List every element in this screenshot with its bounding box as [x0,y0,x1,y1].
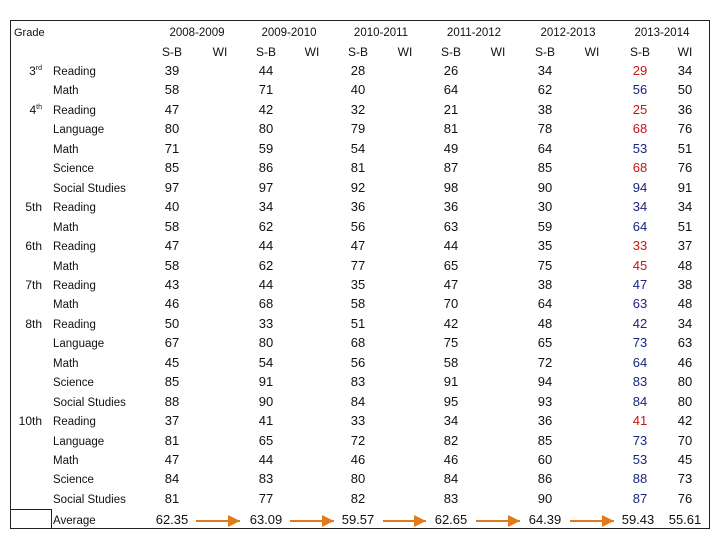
subject-label: Science [53,163,94,176]
score-cell: 81 [164,432,180,448]
score-cell: 40 [350,82,366,98]
score-cell: 84 [350,393,366,409]
score-cell: 64 [537,140,553,156]
average-value: 63.09 [249,512,283,527]
score-cell: 81 [164,490,180,506]
grade-label: 3rd [29,64,42,78]
score-cell: 47 [164,238,180,254]
wi-score-cell: 51 [677,140,693,156]
score-cell: 34 [632,199,648,215]
score-cell: 90 [537,490,553,506]
score-cell: 33 [632,238,648,254]
year-header-2009-2010: 2009-2010 [261,27,317,39]
score-cell: 75 [443,335,459,351]
score-cell: 68 [632,121,648,137]
score-cell: 77 [258,490,274,506]
wi-score-cell: 42 [677,413,693,429]
average-wi-value: 55.61 [668,512,702,527]
score-cell: 72 [350,432,366,448]
score-cell: 64 [632,354,648,370]
score-cell: 91 [258,374,274,390]
subject-label: Math [53,85,79,98]
wi-score-cell: 38 [677,276,693,292]
score-cell: 25 [632,101,648,117]
year-header-2012-2013: 2012-2013 [540,27,596,39]
score-cell: 56 [632,82,648,98]
score-cell: 58 [350,296,366,312]
score-cell: 97 [164,179,180,195]
score-cell: 85 [164,160,180,176]
year-header-2010-2011: 2010-2011 [353,27,409,39]
score-cell: 64 [632,218,648,234]
subject-label: Social Studies [53,396,126,409]
grade-label: 6th [25,239,42,254]
wi-score-cell: 51 [677,218,693,234]
score-cell: 92 [350,179,366,195]
score-cell: 47 [443,276,459,292]
wi-header: WI [677,45,693,59]
score-cell: 62 [258,257,274,273]
wi-score-cell: 70 [677,432,693,448]
score-cell: 44 [258,238,274,254]
score-cell: 33 [350,413,366,429]
score-cell: 85 [537,160,553,176]
score-cell: 72 [537,354,553,370]
score-cell: 28 [350,63,366,78]
subject-label: Math [53,299,79,312]
subject-label: Language [53,338,105,351]
score-cell: 83 [350,374,366,390]
score-cell: 82 [350,490,366,506]
wi-score-cell: 34 [677,63,693,78]
score-cell: 58 [164,82,180,98]
score-cell: 87 [443,160,459,176]
wi-score-cell: 50 [677,82,693,98]
score-cell: 98 [443,179,459,195]
score-cell: 78 [537,121,553,137]
sb-header: S-B [440,45,461,59]
sb-header: S-B [534,45,555,59]
score-cell: 73 [632,335,648,351]
score-cell: 80 [164,121,180,137]
score-cell: 81 [350,160,366,176]
wi-score-cell: 73 [677,471,693,487]
score-cell: 21 [443,101,459,117]
score-cell: 65 [258,432,274,448]
score-cell: 33 [258,315,274,331]
grade-label: 7th [25,277,42,292]
wi-score-cell: 48 [677,296,693,312]
score-cell: 86 [258,160,274,176]
wi-score-cell: 45 [677,452,693,467]
grade-label: 8th [25,316,42,331]
score-cell: 80 [350,471,366,487]
score-cell: 83 [632,374,648,390]
score-cell: 68 [258,296,274,312]
score-cell: 44 [258,63,274,78]
score-cell: 59 [537,218,553,234]
sb-header: S-B [629,45,650,59]
score-cell: 34 [443,413,459,429]
wi-score-cell: 36 [677,101,693,117]
subject-label: Language [53,435,105,448]
score-cell: 68 [632,160,648,176]
score-cell: 62 [537,82,553,98]
score-cell: 38 [537,101,553,117]
score-cell: 42 [443,315,459,331]
score-cell: 88 [164,393,180,409]
score-cell: 26 [443,63,459,78]
wi-score-cell: 48 [677,257,693,273]
subject-label: Reading [53,241,96,254]
score-cell: 64 [537,296,553,312]
score-cell: 84 [164,471,180,487]
average-value: 62.65 [434,512,468,527]
wi-score-cell: 46 [677,354,693,370]
subject-label: Math [53,357,79,370]
wi-score-cell: 91 [677,179,693,195]
score-cell: 88 [632,471,648,487]
score-cell: 84 [632,393,648,409]
score-cell: 58 [443,354,459,370]
wi-score-cell: 34 [677,315,693,331]
score-cell: 59 [258,140,274,156]
score-cell: 65 [537,335,553,351]
score-cell: 63 [443,218,459,234]
score-cell: 50 [164,315,180,331]
subject-label: Language [53,124,105,137]
score-cell: 42 [632,315,648,331]
score-cell: 32 [350,101,366,117]
score-cell: 42 [258,101,274,117]
wi-score-cell: 80 [677,393,693,409]
score-cell: 34 [537,63,553,78]
score-cell: 53 [632,140,648,156]
subject-label: Reading [53,416,96,429]
score-cell: 53 [632,452,648,467]
wi-header: WI [212,45,228,59]
score-cell: 73 [632,432,648,448]
score-cell: 46 [164,296,180,312]
wi-header: WI [584,45,600,59]
score-cell: 45 [164,354,180,370]
score-cell: 38 [537,276,553,292]
score-cell: 40 [164,199,180,215]
year-header-2013-2014: 2013-2014 [634,27,690,39]
score-cell: 85 [164,374,180,390]
score-cell: 81 [443,121,459,137]
score-cell: 94 [537,374,553,390]
score-cell: 65 [443,257,459,273]
score-cell: 97 [258,179,274,195]
score-cell: 47 [164,101,180,117]
score-cell: 36 [537,413,553,429]
grade-label: 10th [18,414,42,429]
grade-header: Grade [14,27,45,39]
subject-label: Math [53,260,79,273]
score-cell: 43 [164,276,180,292]
sb-header: S-B [347,45,368,59]
wi-score-cell: 80 [677,374,693,390]
score-cell: 91 [443,374,459,390]
subject-label: Science [53,474,94,487]
score-cell: 80 [258,121,274,137]
year-header-2011-2012: 2011-2012 [446,27,502,39]
wi-score-cell: 76 [677,160,693,176]
wi-header: WI [397,45,413,59]
score-cell: 35 [350,276,366,292]
subject-label: Reading [53,279,96,292]
score-cell: 83 [443,490,459,506]
grade-label: 5th [25,200,42,215]
sb-header: S-B [255,45,276,59]
score-cell: 62 [258,218,274,234]
score-cell: 34 [258,199,274,215]
average-value: 64.39 [528,512,562,527]
subject-label: Reading [53,318,96,331]
score-cell: 64 [443,82,459,98]
score-cell: 77 [350,257,366,273]
score-cell: 85 [537,432,553,448]
wi-header: WI [304,45,320,59]
wi-header: WI [490,45,506,59]
wi-score-cell: 34 [677,199,693,215]
score-cell: 94 [632,179,648,195]
score-cell: 71 [258,82,274,98]
score-cell: 58 [164,257,180,273]
subject-label: Math [53,455,79,467]
score-cell: 84 [443,471,459,487]
score-cell: 48 [537,315,553,331]
wi-score-cell: 63 [677,335,693,351]
subject-label: Social Studies [53,182,126,195]
score-cell: 95 [443,393,459,409]
score-cell: 39 [164,63,180,78]
score-cell: 82 [443,432,459,448]
year-header-2008-2009: 2008-2009 [169,27,225,39]
score-cell: 87 [632,490,648,506]
score-cell: 67 [164,335,180,351]
score-cell: 90 [258,393,274,409]
subject-label: Social Studies [53,493,126,506]
score-cell: 49 [443,140,459,156]
score-cell: 45 [632,257,648,273]
score-cell: 75 [537,257,553,273]
subject-label: Math [53,143,79,156]
wi-score-cell: 76 [677,121,693,137]
score-cell: 63 [632,296,648,312]
score-cell: 54 [350,140,366,156]
wi-score-cell: 76 [677,490,693,506]
score-cell: 60 [537,452,553,467]
score-cell: 47 [632,276,648,292]
score-cell: 86 [537,471,553,487]
score-cell: 47 [164,452,180,467]
score-cell: 41 [258,413,274,429]
subject-label: Reading [53,104,96,117]
score-cell: 46 [350,452,366,467]
score-cell: 70 [443,296,459,312]
score-cell: 79 [350,121,366,137]
average-label: Average [53,515,96,527]
score-cell: 44 [443,238,459,254]
score-cell: 68 [350,335,366,351]
score-cell: 51 [350,315,366,331]
score-cell: 90 [537,179,553,195]
score-cell: 54 [258,354,274,370]
score-cell: 58 [164,218,180,234]
score-cell: 29 [632,63,648,78]
score-cell: 83 [258,471,274,487]
score-cell: 44 [258,276,274,292]
average-value: 62.35 [155,512,189,527]
average-value: 59.43 [621,512,655,527]
score-cell: 37 [164,413,180,429]
score-cell: 36 [350,199,366,215]
subject-label: Reading [53,202,96,215]
score-cell: 47 [350,238,366,254]
score-cell: 56 [350,218,366,234]
score-cell: 30 [537,199,553,215]
score-cell: 80 [258,335,274,351]
score-cell: 56 [350,354,366,370]
score-cell: 71 [164,140,180,156]
grade-label: 4th [29,102,42,117]
score-cell: 41 [632,413,648,429]
score-cell: 36 [443,199,459,215]
subject-label: Science [53,377,94,390]
score-cell: 46 [443,452,459,467]
subject-label: Reading [53,66,96,78]
score-cell: 44 [258,452,274,467]
score-cell: 93 [537,393,553,409]
score-cell: 35 [537,238,553,254]
wi-score-cell: 37 [677,238,693,254]
sb-header: S-B [161,45,182,59]
average-value: 59.57 [341,512,375,527]
subject-label: Math [53,221,79,234]
